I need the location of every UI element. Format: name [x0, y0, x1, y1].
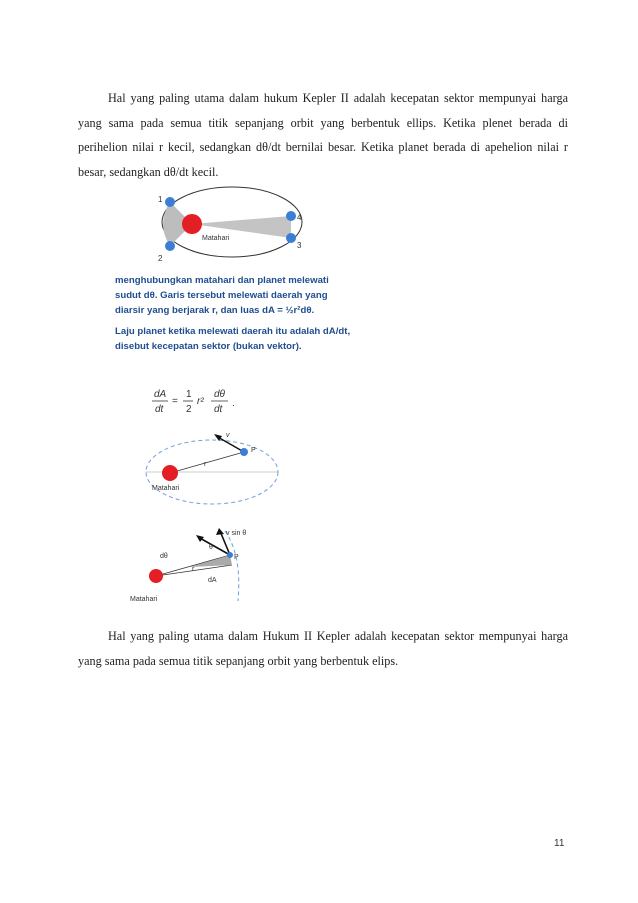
eq-lhs-numerator: dA	[154, 389, 167, 400]
shaded-dA	[190, 555, 232, 567]
dA-label: dA	[208, 577, 217, 584]
eq-rhs-numerator: dθ	[214, 389, 225, 400]
planet-point-1	[165, 197, 175, 207]
point-label-1: 1	[158, 195, 163, 204]
paragraph-kepler-1	[78, 86, 568, 184]
paragraph-kepler-2-text: Hal yang paling utama dalam Hukum II Kepler adalah kecepatan sektor mempunyai harga yang sama pada semua titik sepanjang orbit yang berbentuk elips.	[78, 629, 568, 668]
eq-half-numerator: 1	[186, 389, 192, 400]
eq-half-denominator: 2	[186, 404, 192, 415]
sun-label: Matahari	[202, 235, 230, 242]
dtheta-label: dθ	[160, 553, 168, 560]
sun-marker-2	[162, 465, 178, 481]
sun-marker-3	[149, 569, 163, 583]
radius-vector	[170, 452, 244, 473]
p-label: P	[251, 447, 256, 454]
sun-label-3: Matahari	[130, 596, 158, 603]
p-label-3: P	[234, 554, 239, 561]
r-label: r	[204, 461, 207, 468]
caption-line-5: disebut kecepatan sektor (bukan vektor).	[115, 341, 302, 352]
orbit-velocity-figure	[140, 428, 280, 508]
caption-line-2: sudut dθ. Garis tersebut melewati daerah yang	[115, 290, 328, 301]
figure-caption	[115, 273, 370, 354]
v-arrowhead	[196, 535, 204, 542]
v-label: v	[226, 432, 230, 439]
vsin-arrowhead	[216, 528, 224, 535]
theta-label: θ	[209, 544, 213, 551]
paragraph-kepler-2	[78, 624, 568, 673]
planet-point-2	[165, 241, 175, 251]
planet-p-marker	[240, 448, 248, 456]
planet-p-marker-3	[227, 552, 233, 558]
planet-point-4	[286, 211, 296, 221]
point-label-3: 3	[297, 241, 302, 250]
orbit-sector-figure	[150, 180, 310, 270]
sun-marker	[182, 214, 202, 234]
velocity-vector-3	[198, 537, 230, 555]
vsin-label: v sin θ	[226, 530, 247, 537]
eq-period: .	[232, 398, 235, 409]
eq-r-squared: r²	[197, 396, 204, 407]
point-label-2: 2	[158, 254, 163, 263]
sector-area-figure	[130, 525, 270, 605]
caption-line-4: Laju planet ketika melewati daerah itu adalah dA/dt,	[115, 326, 351, 337]
sun-label-2: Matahari	[152, 485, 180, 492]
point-label-4: 4	[297, 213, 302, 222]
caption-line-3: diarsir yang berjarak r, dan luas dA = ½r²dθ.	[115, 305, 315, 316]
page-number: 11	[554, 838, 565, 849]
paragraph-kepler-1-text: Hal yang paling utama dalam hukum Kepler II adalah kecepatan sektor mempunyai harga yang sama pada semua titik sepanjang orbit yang berbentuk ellips. Ketika plenet berada di perihelion nilai r kecil, sedangkan dθ/dt bernilai besar. Ketika planet berada di apehelion nilai r besar, sedangkan dθ/dt kecil.	[78, 91, 568, 179]
eq-equals: =	[172, 396, 178, 407]
eq-lhs-denominator: dt	[155, 404, 164, 415]
eq-rhs-denominator: dt	[214, 404, 223, 415]
sector-velocity-equation	[148, 386, 268, 420]
r-label-3: r	[192, 566, 195, 573]
caption-line-1: menghubungkan matahari dan planet melewati	[115, 275, 329, 286]
planet-point-3	[286, 233, 296, 243]
shaded-sector-perihelion-arc	[163, 202, 170, 246]
